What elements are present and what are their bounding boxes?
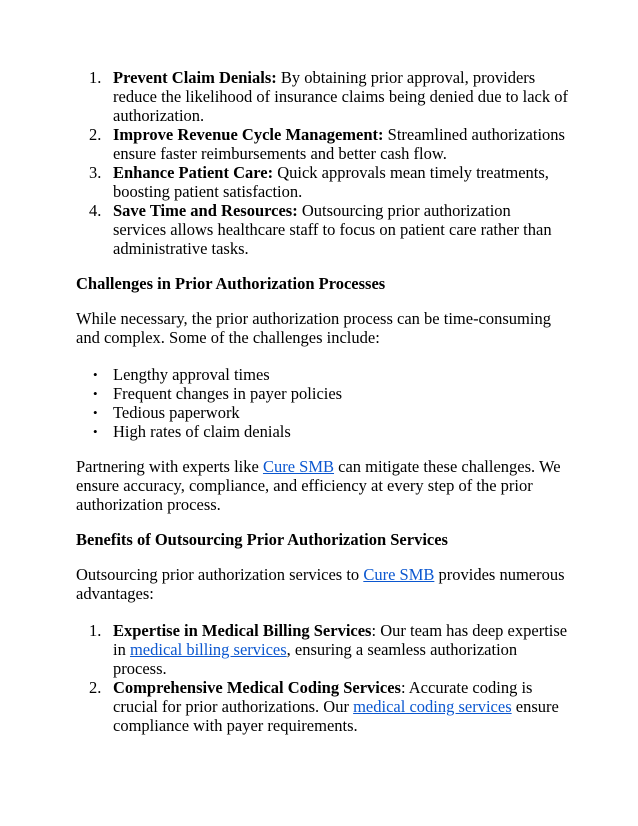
item-text-pre: : Accurate coding is crucial for prior authorizations. Our [113,678,533,716]
benefits-intro-pre: Outsourcing prior authorization services to [76,565,364,584]
medical-billing-services-link[interactable]: medical billing services [129,640,287,659]
benefits-heading: Benefits of Outsourcing Prior Authorization Services [76,530,448,549]
list-number: 2. [89,125,102,144]
item-text: Outsourcing prior authorization services allows healthcare staff to focus on patient care rather than administrative tasks. [113,201,552,258]
item-title: Expertise in Medical Billing Services [113,621,372,640]
item-title: Comprehensive Medical Coding Services [113,678,401,697]
bullet-text: Frequent changes in payer policies [113,384,343,403]
challenges-heading: Challenges in Prior Authorization Processes [76,274,386,293]
challenges-intro: While necessary, the prior authorization process can be time-consuming and complex. Some of the challenges include: [76,309,551,347]
item-title: Improve Revenue Cycle Management: [113,125,384,144]
item-text: Quick approvals mean timely treatments, boosting patient satisfaction. [113,163,549,201]
list-item [93,403,568,422]
item-title: Save Time and Resources: [113,201,298,220]
list-item [89,678,568,735]
bullet-icon: • [93,367,98,382]
benefits-intro-post: provides numerous advantages: [76,565,565,603]
partner-text-pre: Partnering with experts like [76,457,263,476]
list-number: 1. [89,68,102,87]
bullet-text: High rates of claim denials [113,422,291,441]
list-item [89,201,568,258]
list-number: 2. [89,678,102,697]
item-title: Prevent Claim Denials: [113,68,277,87]
item-text-post: , ensuring a seamless authorization process. [113,640,518,678]
item-text: By obtaining prior approval, providers reduce the likelihood of insurance claims being denied due to lack of authorization. [113,68,568,125]
bullet-text: Lengthy approval times [113,365,270,384]
challenges-bullet-list [76,365,568,441]
list-item [89,621,568,678]
item-text-pre: : Our team has deep expertise in [113,621,568,659]
list-item [89,125,568,163]
list-number: 4. [89,201,102,220]
medical-coding-services-link[interactable]: medical coding services [353,697,512,716]
partner-paragraph [76,457,568,514]
bullet-text: Tedious paperwork [113,403,240,422]
benefits-of-prior-authorization-list [76,68,568,258]
outsourcing-advantages-list [76,621,568,735]
cure-smb-link[interactable]: Cure SMB [363,565,435,584]
list-item [93,384,568,403]
bullet-icon: • [93,405,98,420]
item-title: Enhance Patient Care: [113,163,274,182]
benefits-intro [76,565,568,603]
list-item [93,365,568,384]
cure-smb-link[interactable]: Cure SMB [262,457,335,476]
item-text: Streamlined authorizations ensure faster reimbursements and better cash flow. [113,125,565,163]
item-text-post: ensure compliance with payer requirements. [113,697,559,735]
list-item [93,422,568,441]
list-number: 1. [89,621,102,640]
bullet-icon: • [93,424,98,439]
list-item [89,68,568,125]
bullet-icon: • [93,386,98,401]
partner-text-post: can mitigate these challenges. We ensure accuracy, compliance, and efficiency at every step of the prior authorization process. [76,457,561,514]
list-number: 3. [89,163,102,182]
list-item [89,163,568,201]
